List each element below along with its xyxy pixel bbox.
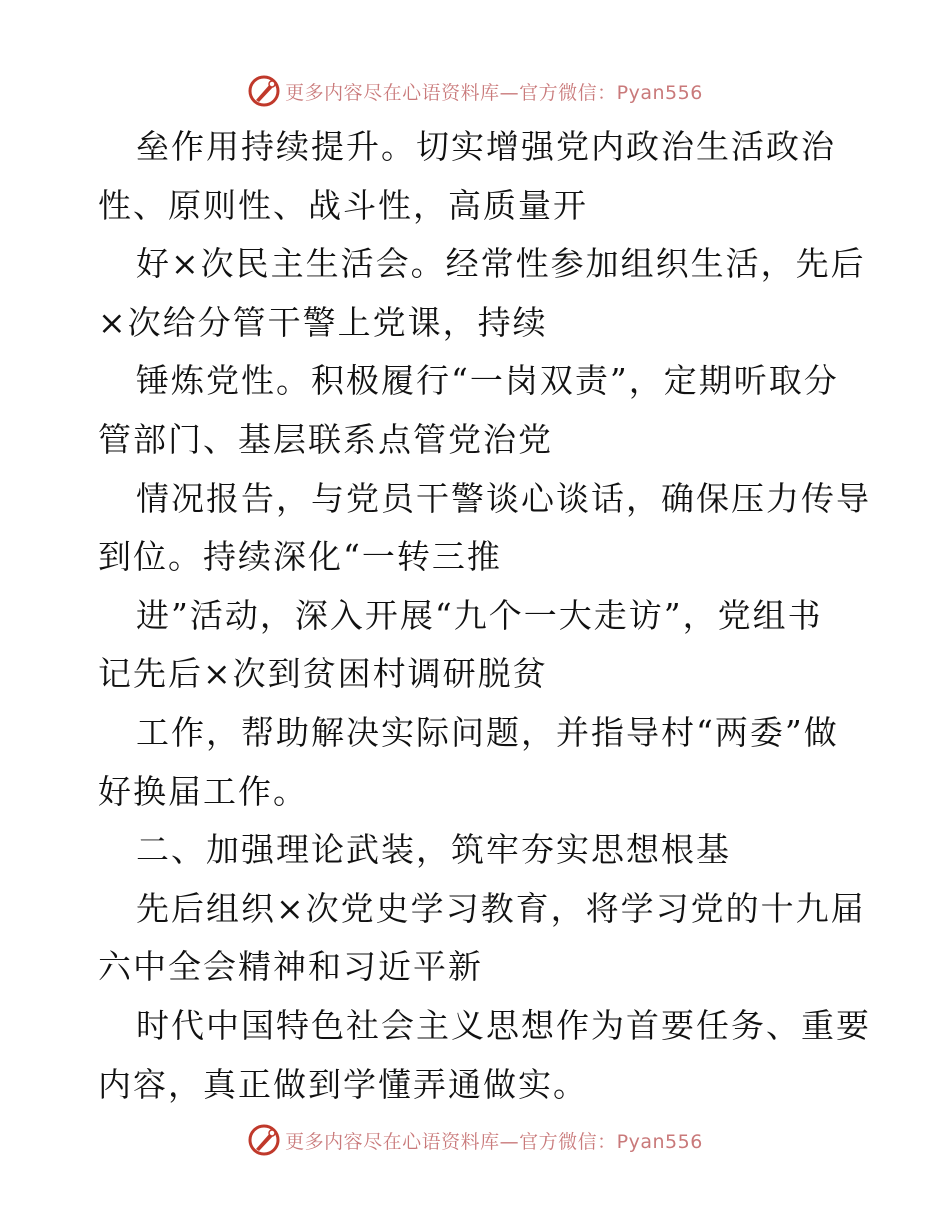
- text-line: 垒作用持续提升。切实增强党内政治生活政治: [136, 127, 836, 166]
- text-line: 工作，帮助解决实际问题，并指导村“两委”做: [136, 712, 839, 752]
- text-line: 情况报告，与党员干警谈心谈话，确保压力传导: [136, 478, 871, 518]
- pen-logo-icon: [247, 1123, 281, 1157]
- text-line: 好×次民主生活会。经常性参加组织生活，先后: [136, 244, 866, 284]
- watermark-text: 更多内容尽在心语资料库—官方微信：Pyan556: [285, 1130, 703, 1153]
- text-line: 时代中国特色社会主义思想作为首要任务、重要: [136, 1005, 871, 1045]
- document-body: [98, 118, 871, 1114]
- text-line: 六中全会精神和习近平新: [98, 947, 483, 987]
- watermark-text: 更多内容尽在心语资料库—官方微信：Pyan556: [285, 81, 703, 104]
- text-line: 管部门、基层联系点管党治党: [98, 419, 553, 459]
- text-line: 到位。持续深化“一转三推: [98, 537, 502, 577]
- text-line: ×次给分管干警上党课，持续: [98, 302, 548, 342]
- text-line: 好换届工作。: [98, 771, 308, 811]
- text-line: 记先后×次到贫困村调研脱贫: [98, 654, 548, 694]
- text-line: 内容，真正做到学懂弄通做实。: [98, 1064, 588, 1104]
- header-watermark: [0, 74, 950, 108]
- text-line: 性、原则性、战斗性，高质量开: [98, 185, 588, 225]
- text-line: 进”活动，深入开展“九个一大走访”，党组书: [136, 595, 823, 635]
- text-line: 锤炼党性。积极履行“一岗双责”，定期听取分: [136, 361, 839, 401]
- text-line: 先后组织×次党史学习教育，将学习党的十九届: [136, 888, 866, 928]
- section-heading: 二、加强理论武装，筑牢夯实思想根基: [136, 830, 731, 870]
- footer-watermark: [0, 1123, 950, 1157]
- pen-logo-icon: [247, 74, 281, 108]
